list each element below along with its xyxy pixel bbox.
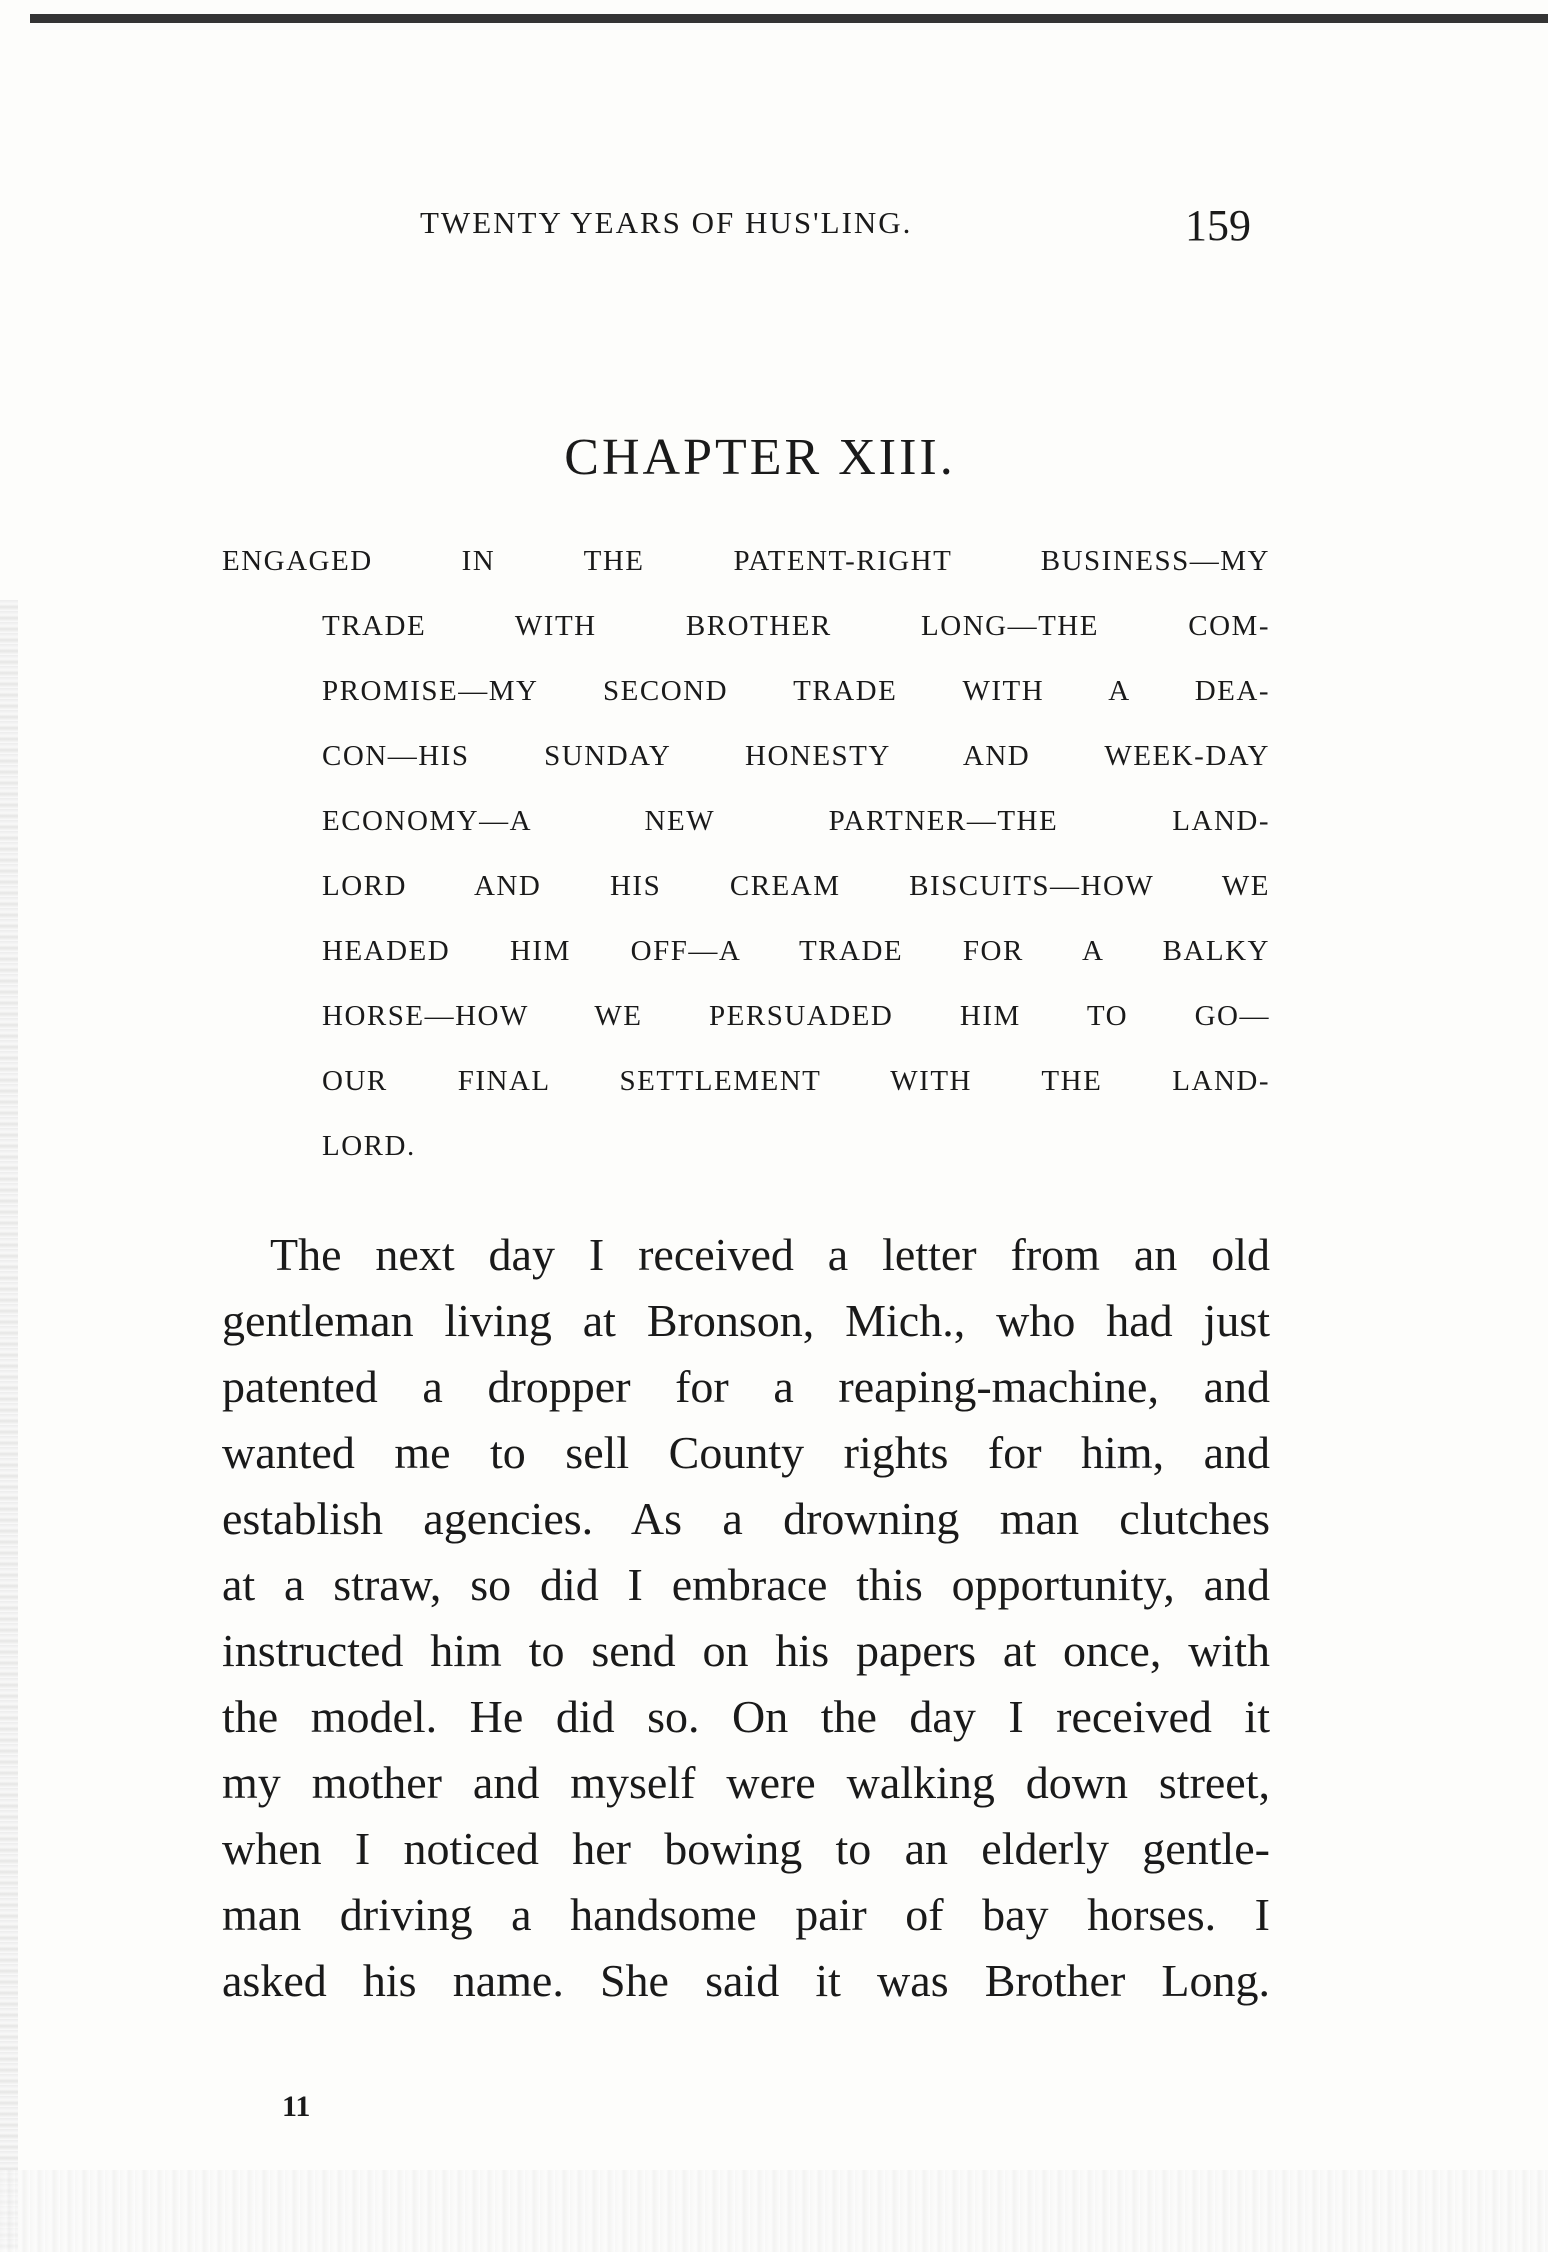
summary-line: OUR FINAL SETTLEMENT WITH THE LAND-	[322, 1065, 1270, 1097]
body-line: The next day I received a letter from an old	[270, 1229, 1270, 1280]
scan-top-rule	[30, 14, 1548, 23]
body-line: man driving a handsome pair of bay horses. I	[222, 1889, 1270, 1940]
body-line: instructed him to send on his papers at once, with	[222, 1625, 1270, 1676]
chapter-title: CHAPTER XIII.	[564, 429, 956, 486]
summary-line: ENGAGED IN THE PATENT-RIGHT BUSINESS—MY	[222, 545, 1270, 577]
summary-line: LORD.	[322, 1130, 416, 1162]
body-line: wanted me to sell County rights for him, and	[222, 1427, 1270, 1478]
summary-line: HORSE—HOW WE PERSUADED HIM TO GO—	[322, 1000, 1270, 1032]
running-title: TWENTY YEARS OF HUS'LING.	[420, 205, 913, 240]
body-line: at a straw, so did I embrace this opportunity, and	[222, 1559, 1270, 1610]
summary-line: ECONOMY—A NEW PARTNER—THE LAND-	[322, 805, 1270, 837]
summary-line: PROMISE—MY SECOND TRADE WITH A DEA-	[322, 675, 1270, 707]
scan-left-edge	[0, 600, 18, 2250]
scan-bottom-noise	[0, 2170, 1548, 2252]
body-line: my mother and myself were walking down street,	[222, 1757, 1270, 1808]
body-line: gentleman living at Bronson, Mich., who had just	[222, 1295, 1270, 1346]
summary-line: TRADE WITH BROTHER LONG—THE COM-	[322, 610, 1270, 642]
body-line: establish agencies. As a drowning man clutches	[222, 1493, 1270, 1544]
signature-mark: 11	[282, 2090, 311, 2123]
body-line: asked his name. She said it was Brother Long.	[222, 1955, 1270, 2006]
summary-line: LORD AND HIS CREAM BISCUITS—HOW WE	[322, 870, 1270, 902]
page-number: 159	[1185, 201, 1251, 250]
body-line: the model. He did so. On the day I received it	[222, 1691, 1270, 1742]
body-line: when I noticed her bowing to an elderly gentle-	[222, 1823, 1270, 1874]
body-line: patented a dropper for a reaping-machine, and	[222, 1361, 1270, 1412]
summary-line: HEADED HIM OFF—A TRADE FOR A BALKY	[322, 935, 1270, 967]
summary-line: CON—HIS SUNDAY HONESTY AND WEEK-DAY	[322, 740, 1270, 772]
